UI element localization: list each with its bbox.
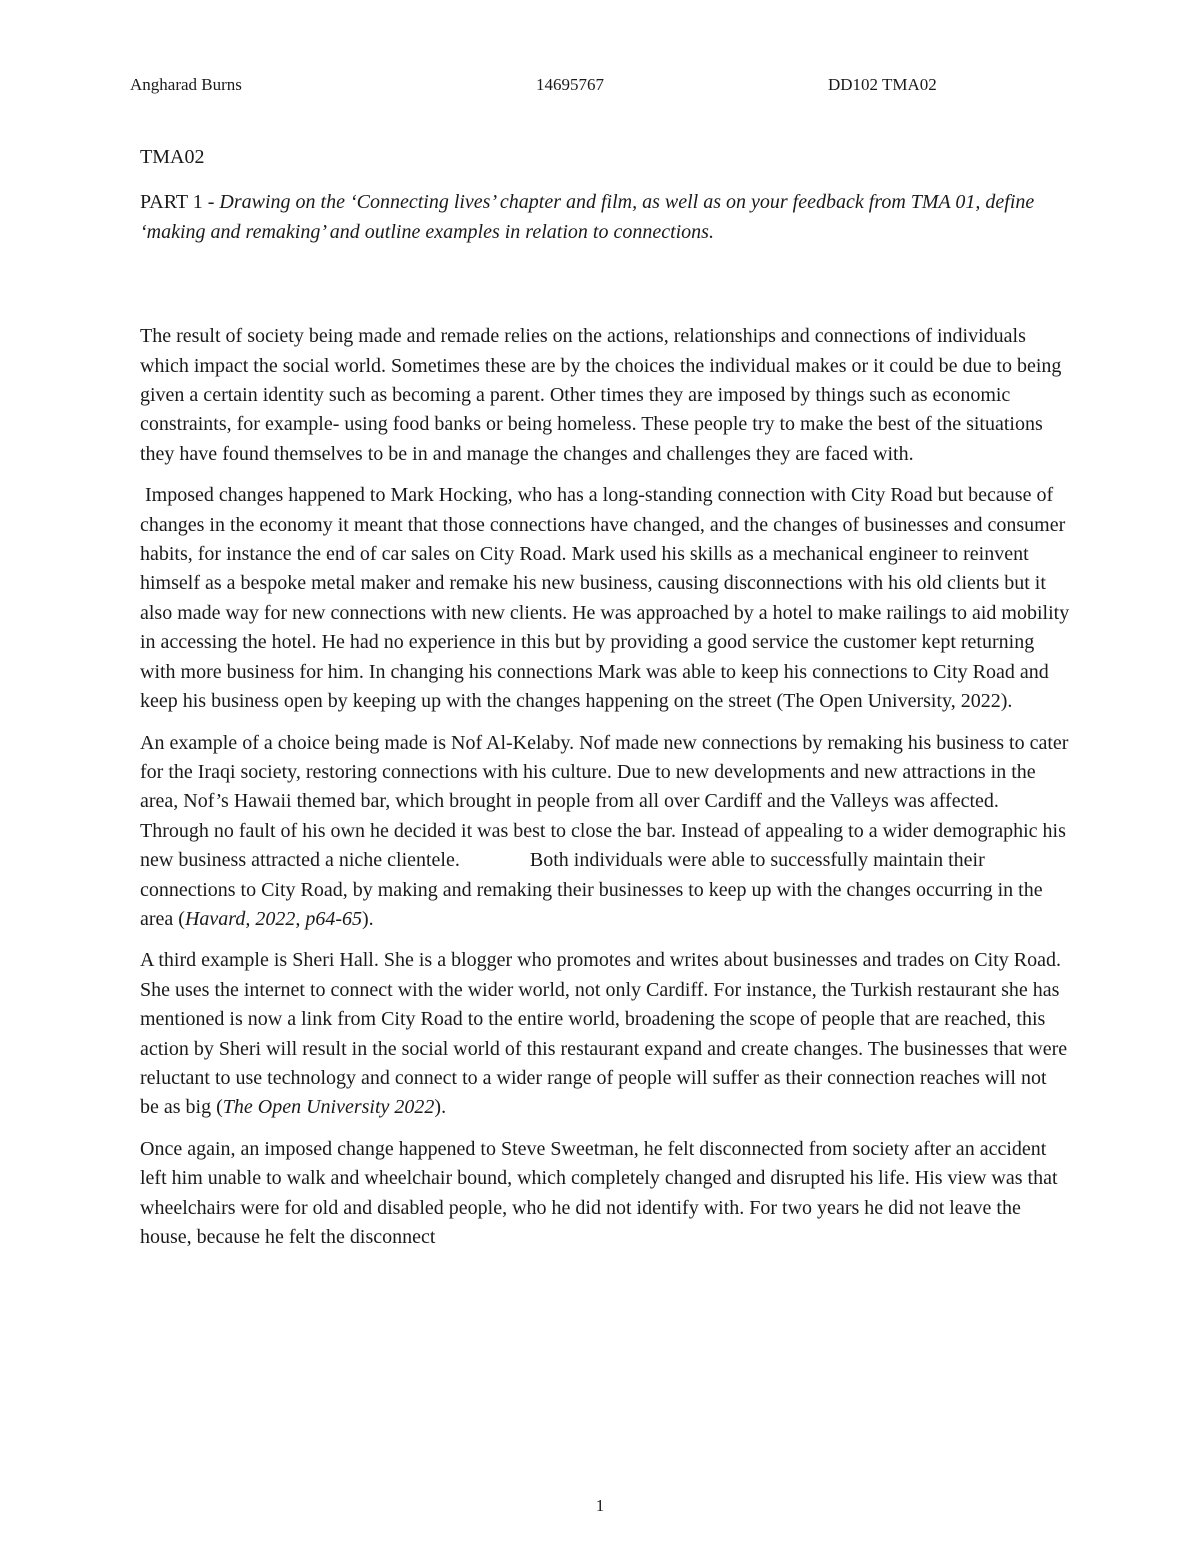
paragraph-sheri-hall	[140, 946, 1070, 1122]
paragraph-intro: The result of society being made and remade relies on the actions, relationships and connections of individuals which impact the social world. Sometimes these are by the choices the individual makes or it could be due to being given a certain identity such as becoming a parent. Other times they are imposed by things such as economic constraints, for example- using food banks or being homeless. These people try to make the best of the situations they have found themselves to be in and manage the changes and challenges they are faced with.	[140, 325, 1062, 465]
citation-havard: Havard, 2022, p64-65	[184, 907, 362, 930]
paragraph-nof-al-kelaby	[140, 729, 1070, 935]
paragraph-sheri-text: A third example is Sheri Hall. She is a blogger who promotes and writes about businesses and trades on City Road. She uses the internet to connect with the wider world, not only Cardiff. For instance, the Turkish restaurant she has mentioned is now a link from City Road to the entire world, broadening the scope of people that are reached, this action by Sheri will result in the social world of this restaurant expand and create changes. The businesses that were reluctant to use technology and connect to a wider range of people will suffer as their connection reaches will not be as big (	[140, 949, 1068, 1119]
paragraph-nof-summary: Both individuals were able to successfully maintain their connections to City Road, by making and remaking their businesses to keep up with the changes occurring in the area (	[140, 849, 1043, 930]
paragraph-steve-sweetman: Once again, an imposed change happened to Steve Sweetman, he felt disconnected from society after an accident left him unable to walk and wheelchair bound, which completely changed and disrupted his life. His view was that wheelchairs were for old and disabled people, who he did not identify with. For two years he did not leave the house, because he felt the disconnect	[140, 1137, 1058, 1248]
paragraph-sheri-end: ).	[434, 1096, 447, 1119]
document-title: TMA02	[140, 146, 205, 168]
header-author: Angharad Burns	[130, 75, 242, 94]
header-student-id: 14695767	[536, 75, 604, 94]
paragraph-mark-hocking: Imposed changes happened to Mark Hocking, who has a long-standing connection with City Road but because of changes in the economy it meant that those connections have changed, and the changes of businesses and consumer habits, for instance the end of car sales on City Road. Mark used his skills as a mechanical engineer to reinvent himself as a bespoke metal maker and remake his new business, causing disconnections with his old clients but it also made way for new connections with new clients. He was approached by a hotel to make railings to aid mobility in accessing the hotel. He had no experience in this but by providing a good service the customer kept returning with more business for him. In changing his connections Mark was able to keep his connections to City Road and keep his business open by keeping up with the changes happening on the street (The Open University, 2022).	[140, 484, 1075, 713]
paragraph-nof-end: ).	[361, 907, 374, 930]
header-course: DD102 TMA02	[828, 75, 937, 94]
part-heading	[140, 188, 1070, 247]
page-header	[130, 72, 1070, 98]
citation-open-university: The Open University 2022	[222, 1096, 435, 1119]
paragraph-nof-text: An example of a choice being made is Nof Al-Kelaby. Nof made new connections by remaking his business to cater for the Iraqi society, restoring connections with his culture. Due to new developments and new attractions in the area, Nof’s Hawaii themed bar, which brought in people from all over Cardiff and the Valleys was affected. Through no fault of his own he decided it was best to close the bar. Instead of appealing to a wider demographic his new business attracted a niche clientele.	[140, 731, 1069, 872]
part-label: PART 1 -	[140, 191, 220, 214]
document-body	[140, 143, 1075, 1264]
part-question: Drawing on the ‘Connecting lives’ chapter and film, as well as on your feedback from TMA 01, define ‘making and remaking’ and outline examples in relation to connections.	[140, 191, 1035, 243]
page-number: 1	[595, 1496, 605, 1515]
